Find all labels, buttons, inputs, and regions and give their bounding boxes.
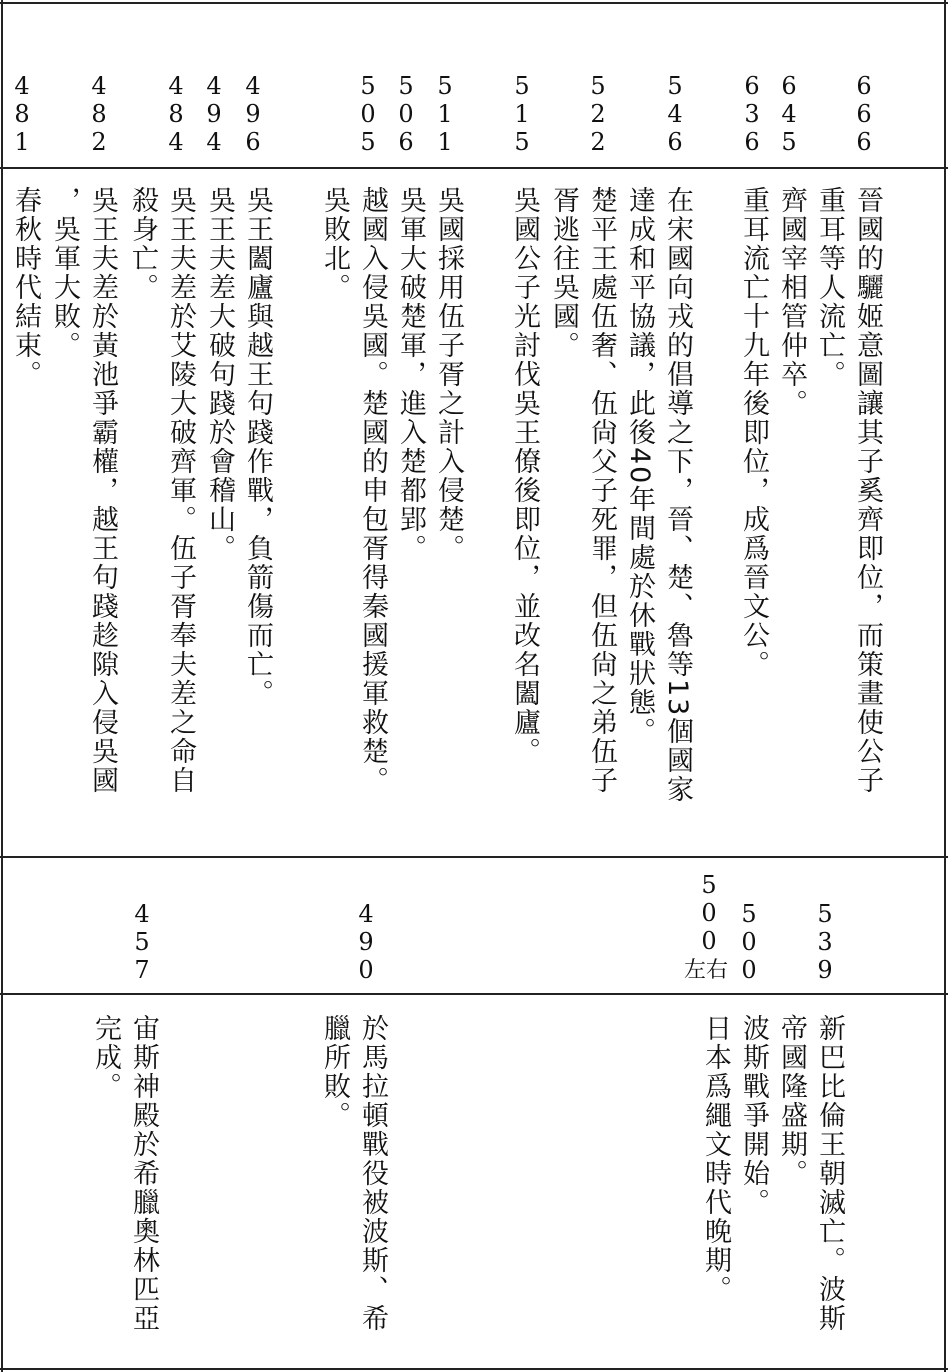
entry-496: 吳王闔廬與越王句踐作戰，負箭傷而亡。 bbox=[242, 186, 273, 708]
year-label: 500 bbox=[735, 900, 763, 984]
year-label: 546 bbox=[661, 72, 689, 156]
year-label: 539 bbox=[811, 900, 839, 984]
year-label: 490 bbox=[352, 900, 380, 984]
entry-500-circa: 日本爲繩文時代晚期。 bbox=[700, 1014, 731, 1304]
entry-522-line1: 楚平王處伍奢、伍尙父子死罪，但伍尙之弟伍子 bbox=[586, 186, 617, 795]
year-label: 522 bbox=[584, 72, 612, 156]
entry-636: 重耳流亡十九年後即位，成爲晉文公。 bbox=[738, 186, 769, 679]
entry-482-line2: ，吳軍大敗。 bbox=[49, 186, 80, 360]
entry-522-line2: 胥逃往吳國。 bbox=[548, 186, 579, 360]
entry-481: 春秋時代結束。 bbox=[10, 186, 41, 389]
entry-546-line2: 達成和平協議，此後40年間處於休戰狀態。 bbox=[624, 186, 655, 747]
year-label: 500 bbox=[695, 871, 723, 955]
entry-666-line2: 重耳等人流亡。 bbox=[814, 186, 845, 389]
entry-505-line1: 越國入侵吳國。楚國的申包胥得秦國援軍救楚。 bbox=[357, 186, 388, 795]
entry-539-line2: 帝國隆盛期。 bbox=[776, 1014, 807, 1188]
year-label: 645 bbox=[775, 72, 803, 156]
entry-666-line1: 晉國的驪姬意圖讓其子奚齊即位，而策畫使公子 bbox=[852, 186, 883, 795]
year-row-divider-bottom bbox=[0, 993, 948, 995]
entry-484-line2: 殺身亡。 bbox=[127, 186, 158, 302]
year-label: 457 bbox=[128, 900, 156, 984]
year-label: 484 bbox=[162, 72, 190, 156]
year-approx-suffix: 左右 bbox=[684, 958, 729, 983]
year-label: 511 bbox=[431, 72, 459, 156]
entry-457-line2: 完成。 bbox=[90, 1014, 121, 1101]
year-row-divider-top bbox=[0, 167, 948, 169]
entry-490-line1: 於馬拉頓戰役被波斯、希 bbox=[357, 1014, 388, 1333]
entry-484-line1: 吳王夫差於艾陵大破齊軍。伍子胥奉夫差之命自 bbox=[165, 186, 196, 795]
entry-482-line1: 吳王夫差於黃池爭霸權，越王句踐趁隙入侵吳國 bbox=[87, 186, 118, 795]
entry-506: 吳軍大破楚軍，進入楚都郢。 bbox=[395, 186, 426, 563]
entry-457-line1: 宙斯神殿於希臘奧林匹亞 bbox=[128, 1014, 159, 1333]
right-border bbox=[944, 0, 946, 1372]
entry-539-line1: 新巴比倫王朝滅亡。波斯 bbox=[814, 1014, 845, 1333]
year-label: 505 bbox=[354, 72, 382, 156]
entry-505-line2: 吳敗北。 bbox=[319, 186, 350, 302]
left-border bbox=[1, 0, 3, 1372]
year-label: 482 bbox=[85, 72, 113, 156]
year-label: 494 bbox=[200, 72, 228, 156]
year-label: 515 bbox=[508, 72, 536, 156]
entry-511: 吳國採用伍子胥之計入侵楚。 bbox=[433, 186, 464, 563]
year-label: 481 bbox=[8, 72, 36, 156]
entry-515: 吳國公子光討伐吳王僚後即位，並改名闔廬。 bbox=[509, 186, 540, 766]
year-label: 506 bbox=[392, 72, 420, 156]
top-border bbox=[0, 2, 948, 4]
entry-500: 波斯戰爭開始。 bbox=[738, 1014, 769, 1217]
entry-645: 齊國宰相管仲卒。 bbox=[776, 186, 807, 418]
entry-494: 吳王夫差大破句踐於會稽山。 bbox=[204, 186, 235, 563]
section-divider bbox=[0, 856, 948, 858]
year-label: 636 bbox=[738, 72, 766, 156]
bottom-border bbox=[0, 1368, 948, 1370]
entry-490-line2: 臘所敗。 bbox=[319, 1014, 350, 1130]
entry-546-line1: 在宋國向戎的倡導之下，晉、楚、魯等13個國家 bbox=[662, 186, 693, 805]
year-label: 496 bbox=[239, 72, 267, 156]
year-label: 666 bbox=[850, 72, 878, 156]
